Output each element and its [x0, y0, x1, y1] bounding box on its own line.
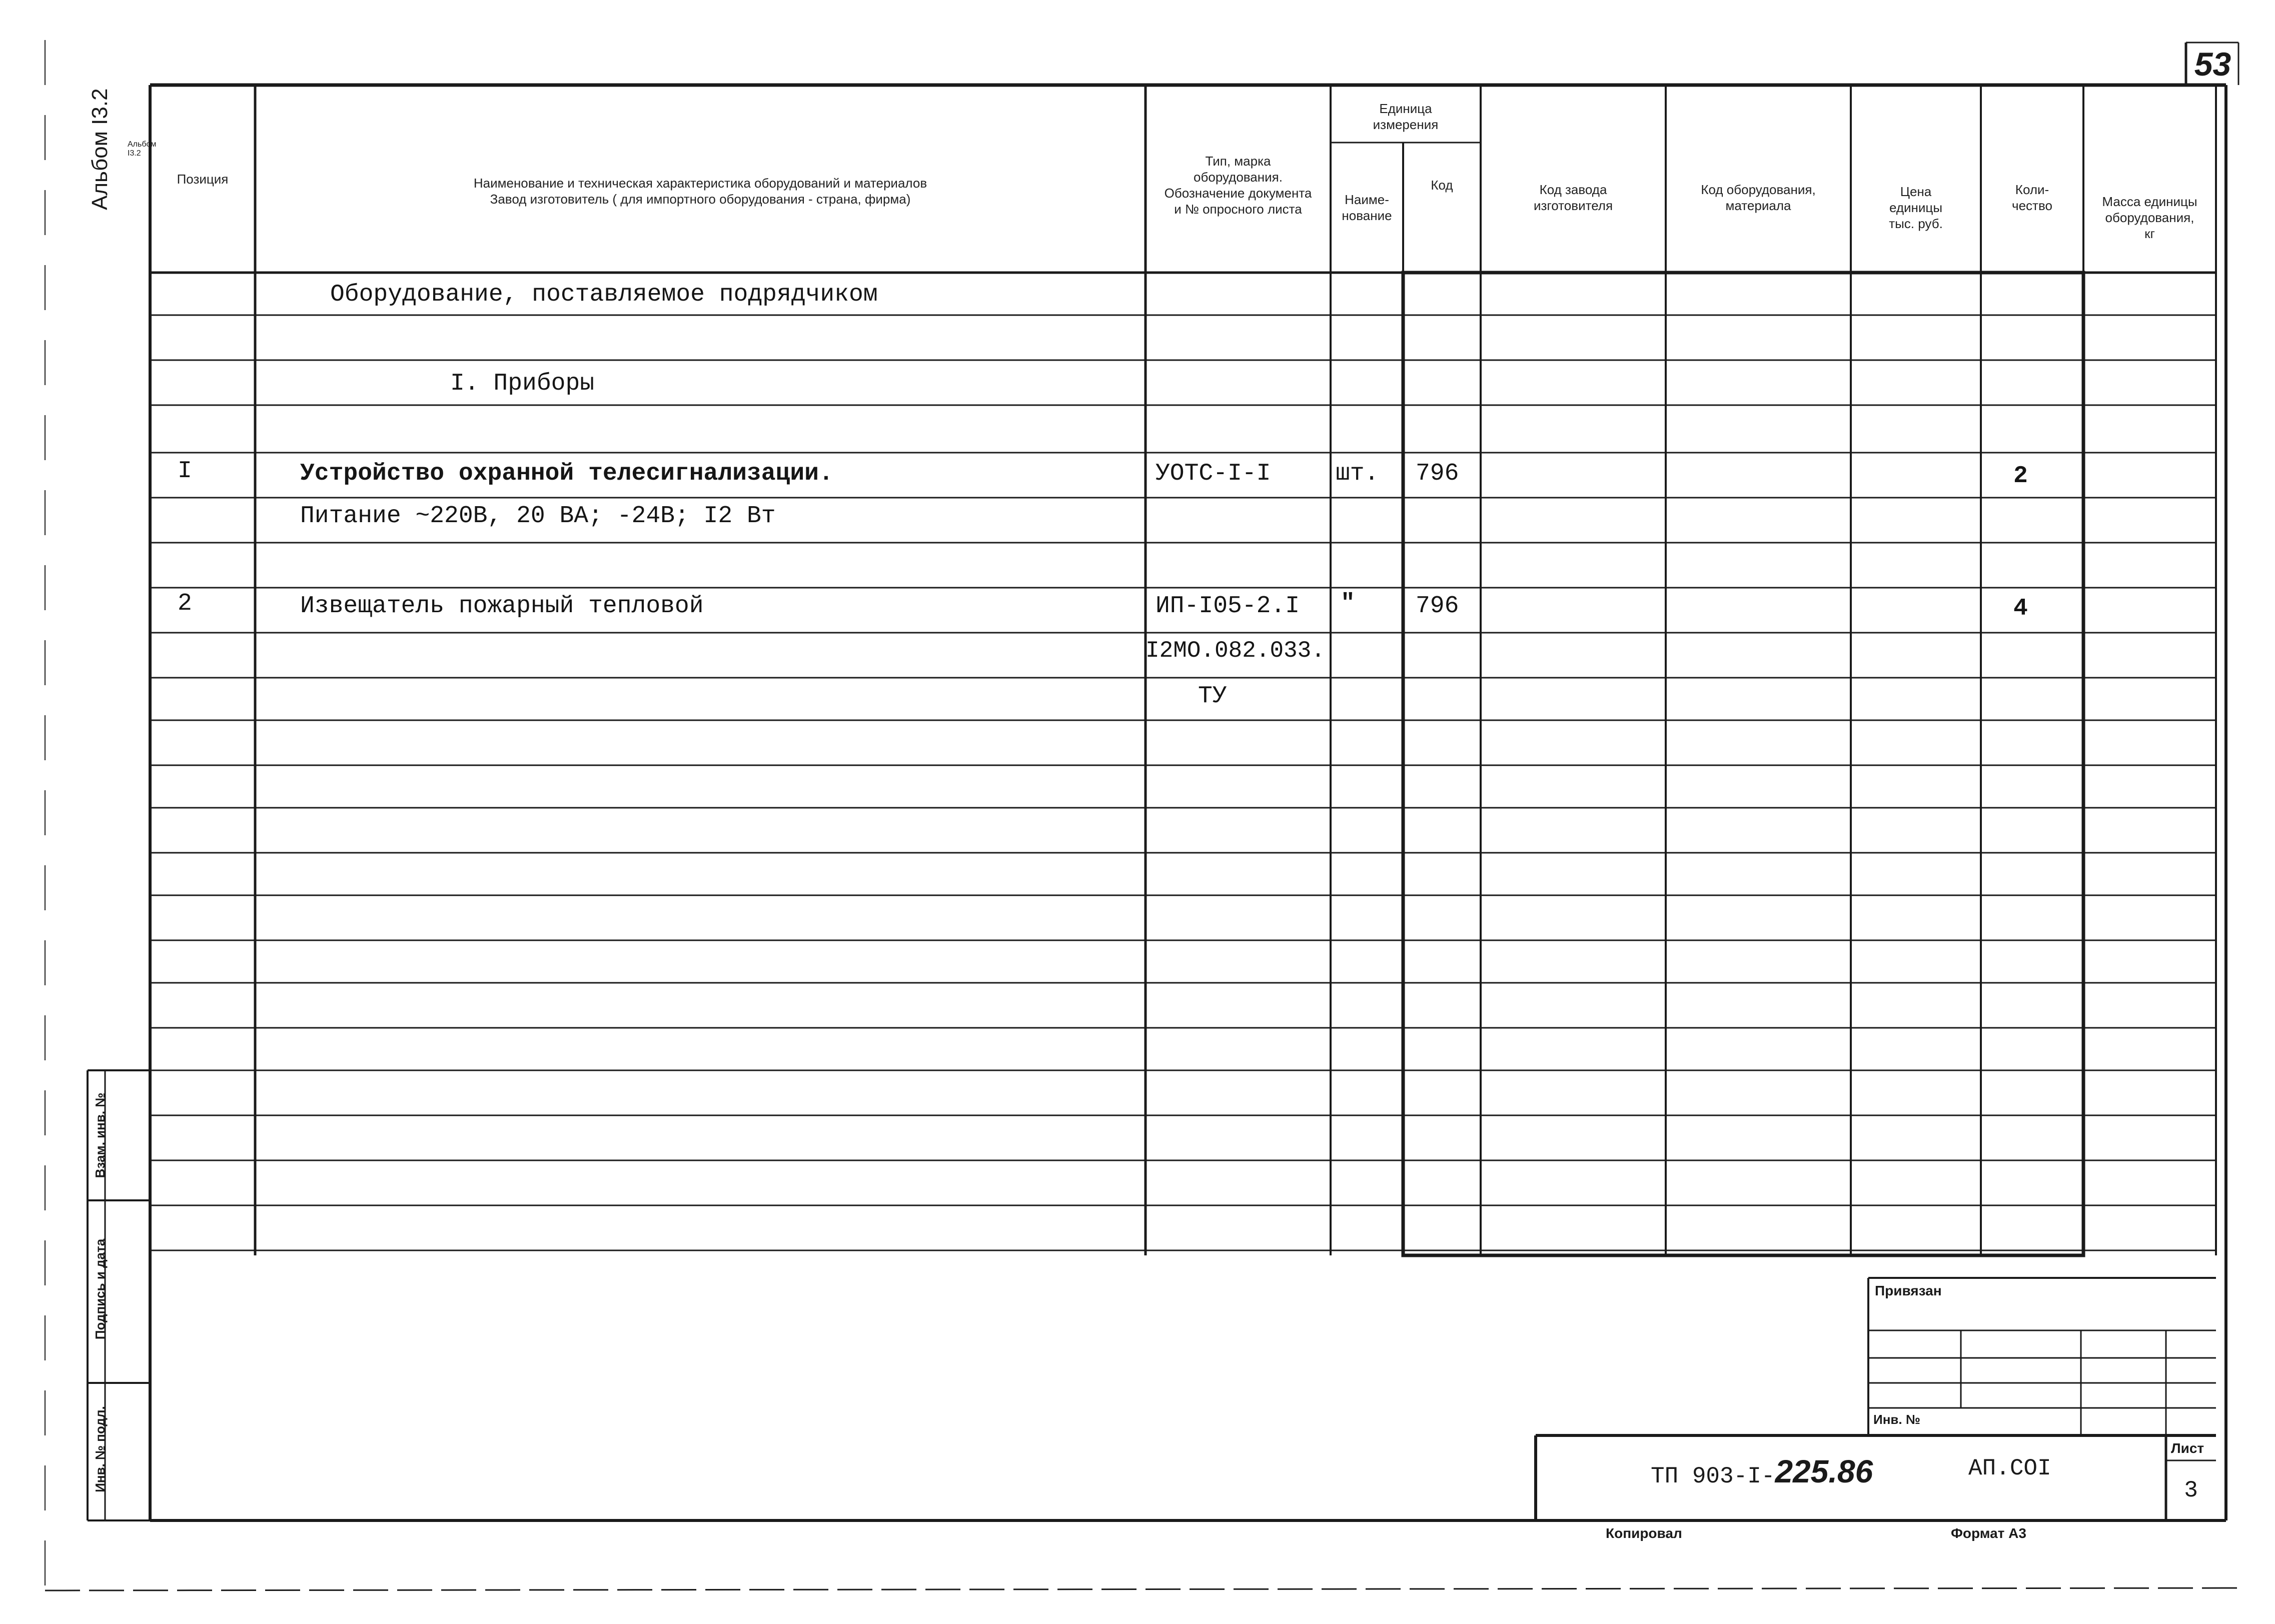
title-sheet-value: 3: [2184, 1477, 2198, 1503]
row1-unit-code: 796: [1416, 460, 1459, 487]
header-mass: Масса единицы оборудования, кг: [2102, 194, 2197, 241]
stamp-inv-podl: [93, 1383, 108, 1515]
stamp-podpis-text: Подпись и дата: [93, 1238, 108, 1340]
title-doc-designation: [1651, 1453, 1873, 1490]
header-position: Позиция: [177, 171, 229, 187]
row1-unit: шт.: [1336, 460, 1379, 487]
stamp-podpis: [93, 1200, 108, 1378]
subsection-title: I. Приборы: [450, 370, 595, 397]
header-unit-code: Код: [1431, 178, 1453, 193]
title-doc-mark: АП.СОI: [1968, 1455, 2051, 1481]
section-title: Оборудование, поставляемое подрядчиком: [330, 281, 878, 308]
header-qty: Коли- чество: [2012, 182, 2052, 213]
row2-unit: ": [1341, 590, 1355, 617]
title-inv-no: Инв. №: [1873, 1412, 1920, 1427]
album-label-rotated: [85, 60, 115, 210]
album-label-text: Альбом I3.2: [88, 88, 112, 210]
stamp-vzam-inv-text: Взам. инв. №: [93, 1092, 108, 1178]
title-format: Формат А3: [1951, 1525, 2026, 1541]
header-unit-name: Наиме- нование: [1342, 192, 1392, 223]
row1-qty: 2: [2013, 463, 2028, 490]
row1-name-line2: Питание ~220В, 20 ВА; -24В; I2 Вт: [300, 503, 776, 530]
header-plant-code: Код завода изготовителя: [1533, 182, 1613, 213]
title-privyazan: Привязан: [1875, 1283, 1942, 1298]
row2-position: 2: [178, 590, 192, 617]
row2-type-line3: ТУ: [1198, 683, 1227, 710]
stamp-vzam-inv: [93, 1075, 108, 1195]
stamp-inv-podl-text: Инв. № подл.: [93, 1406, 108, 1492]
row2-type-line2: I2МО.082.033.: [1146, 638, 1325, 664]
header-name: [255, 175, 1146, 207]
title-doc-number: 225.86: [1775, 1453, 1873, 1489]
sheet-number: 53: [2194, 45, 2231, 83]
header-equip-code: Код оборудования, материала: [1701, 182, 1816, 213]
row2-name: Извещатель пожарный тепловой: [300, 593, 704, 620]
row2-qty: 4: [2013, 595, 2028, 622]
row1-position: I: [178, 458, 192, 485]
header-name-line1: Наименование и техническая характеристика оборудований и материалов: [473, 176, 927, 191]
header-unit-group: Единица измерения: [1373, 101, 1439, 132]
title-doc-prefix: ТП 903-I-: [1651, 1463, 1775, 1489]
row1-name-line1: Устройство охранной телесигнализации.: [300, 460, 833, 487]
row2-unit-code: 796: [1416, 593, 1459, 620]
header-name-line2: Завод изготовитель ( для импортного оборудования - страна, фирма): [490, 192, 911, 207]
row2-type-line1: ИП-I05-2.I: [1156, 593, 1300, 620]
row1-type: УОТС-I-I: [1156, 460, 1271, 487]
header-type: Тип, марка оборудования. Обозначение документа и № опросного листа: [1164, 154, 1312, 217]
title-sheet-label: Лист: [2171, 1440, 2204, 1456]
header-price: Цена единицы тыс. руб.: [1889, 184, 1943, 231]
title-kopiroval: Копировал: [1606, 1525, 1682, 1541]
